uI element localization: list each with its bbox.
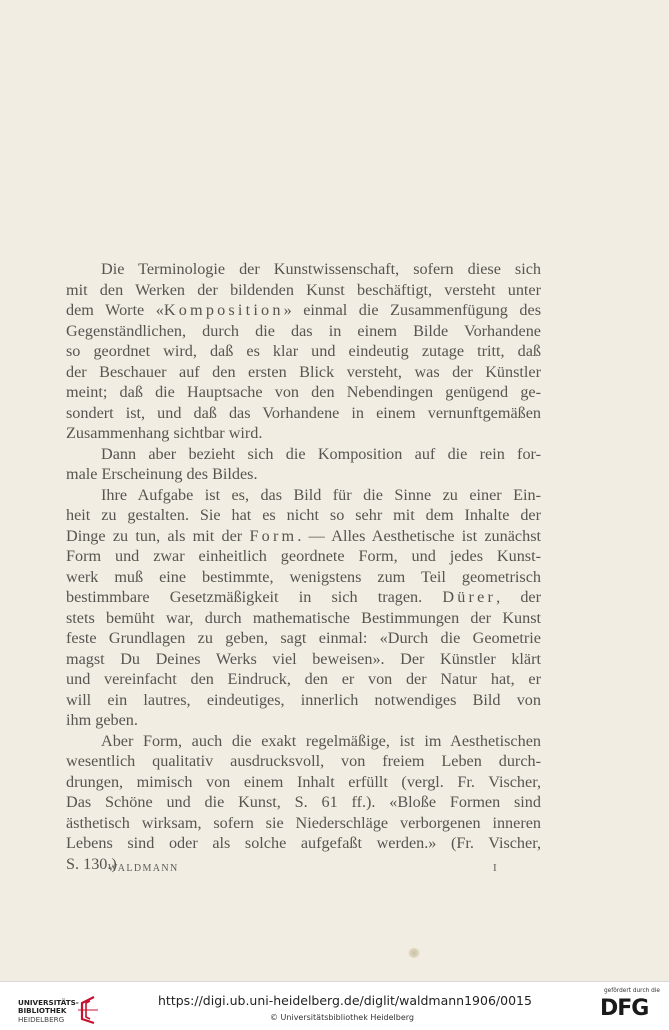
emphasized-word: Dürer [442,588,497,606]
text-line: meint; daß die Hauptsache von den Nebendingen genügend ge- [66,383,541,401]
sheet-number: I [493,862,497,874]
text-line: Form und zwar einheitlich geordnete Form, und jedes Kunst- [66,547,541,565]
text-segment: . — Alles Aesthetische ist zunächst [297,526,541,545]
library-name [18,999,79,1024]
paragraph [66,731,541,875]
text-line: und vereinfacht den Eindruck, den er von der Natur hat, er [66,670,541,688]
text-segment: Dinge zu tun, als mit der [66,526,250,545]
text-line: mit den Werken der bildenden Kunst beschäftigt, versteht unter [66,280,541,299]
text-line: sondert ist, und daß das Vorhandene in einem vernunftgemäßen [66,403,541,422]
text-line: S. 130.) [66,854,117,873]
paragraph [66,259,541,444]
text-line: will ein lautres, eindeutiges, innerlich notwendiges Bild von [66,690,541,709]
text-line: drungen, mimisch von einem Inhalt erfüllt (vergl. Fr. Vischer, [66,772,541,791]
text-line [66,300,541,321]
paragraph [66,444,541,485]
text-line: Lebens sind oder als solche aufgefaßt werden.» (Fr. Vischer, [66,834,541,852]
text-line [66,526,541,547]
text-line: feste Grundlagen zu geben, sagt einmal: «Durch die Geometrie [66,629,541,647]
library-logo[interactable] [8,988,158,1026]
text-line: Dann aber bezieht sich die Komposition auf die rein for- [101,444,541,463]
text-line: der Beschauer auf den ersten Blick versteht, was der Künstler [66,362,541,381]
body-text [66,259,541,874]
text-line: so geordnet wird, daß es klar und eindeutig zutage tritt, daß [66,342,541,360]
copyright-notice: © Universitätsbibliothek Heidelberg [270,1013,415,1022]
text-segment: » einmal die Zusammenfügung des [283,301,541,319]
text-line: heit zu gestalten. Sie hat es nicht so sehr mit dem Inhalte der [66,506,541,524]
text-line: male Erscheinung des Bildes. [66,465,258,483]
text-segment: , der [496,588,542,606]
text-line: wesentlich qualitativ ausdrucksvoll, von freiem Leben durch- [66,752,541,770]
text-line: Das Schöne und die Kunst, S. 61 ff.). «Bloße Formen sind [66,793,541,811]
paper-stain [408,948,420,958]
library-name-line: BIBLIOTHEK [18,1006,67,1016]
text-line: Zusammenhang sichtbar wird. [66,424,263,442]
dfg-logo-text: DFG [600,996,649,1021]
text-line: Die Terminologie der Kunstwissenschaft, sofern diese sich [101,260,541,278]
signature-mark: WALDMANN [108,863,179,874]
text-line: Aber Form, auch die exakt regelmäßige, ist im Aesthetischen [101,731,541,750]
text-line: Gegenständlichen, durch die das in einem Bilde Vorhandene [66,321,541,340]
text-line: Ihre Aufgabe ist es, das Bild für die Sinne zu einer Ein- [101,485,541,504]
viewer-footer [0,981,669,1030]
library-name-line: HEIDELBERG [18,1014,65,1024]
library-emblem-icon [76,995,100,1025]
text-segment: bestimmbare Gesetzmäßigkeit in sich tragen. [66,588,443,606]
text-segment: dem Worte « [66,301,164,319]
text-line [66,587,541,608]
text-line: magst Du Deines Werks viel beweisen». Der Künstler klärt [66,649,541,668]
paragraph [66,485,541,731]
dfg-supported-label: gefördert durch die [603,988,660,994]
permalink-url[interactable]: https://digi.ub.uni-heidelberg.de/diglit/waldmann1906/0015 [158,993,532,1008]
dfg-logo[interactable] [592,988,662,1026]
text-line: ihm geben. [66,711,138,729]
text-line: stets bemüht war, durch mathematische Bestimmungen der Kunst [66,608,541,627]
text-line: ästhetisch wirksam, sofern sie Niederschläge verborgenen inneren [66,813,541,832]
text-line: werk muß eine bestimmte, wenigstens zum Teil geometrisch [66,567,541,586]
emphasized-word: Form [249,526,298,545]
library-name-line: UNIVERSITÄTS- [18,998,79,1007]
emphasized-word: Komposition [163,301,284,319]
